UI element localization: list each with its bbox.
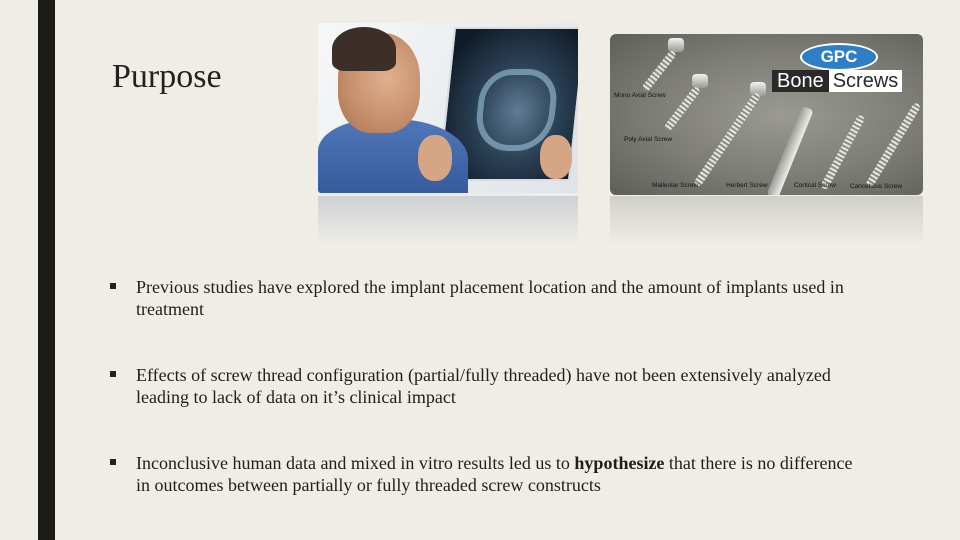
label-poly-axial: Poly Axial Screw xyxy=(624,136,673,143)
doctor-hair xyxy=(332,27,396,71)
bullet-text: Previous studies have explored the implant placement location and the amount of implants used in treatment xyxy=(136,277,844,319)
cortical-screw xyxy=(820,114,866,190)
poly-axial-screw xyxy=(664,86,702,132)
bullet-square-icon xyxy=(110,459,116,465)
doctor-hand-left xyxy=(418,135,452,181)
bullet-square-icon xyxy=(110,371,116,377)
bullet-text-bold: hypothesize xyxy=(574,453,665,473)
bullet-text-start: Inconclusive human data and mixed in vitro results led us to xyxy=(136,453,575,473)
brand-word-bone: Bone xyxy=(772,70,829,92)
brand-word-screws: Screws xyxy=(829,70,903,92)
bullet-text-end: that there is no difference in outcomes between partially or fully threaded screw constructs xyxy=(136,453,853,495)
label-herbert: Herbert Screw xyxy=(726,182,768,189)
gpc-logo: GPC xyxy=(800,43,878,71)
label-cortical: Cortical Screw xyxy=(794,182,836,189)
label-cancellous: Cancellous Screw xyxy=(850,183,903,190)
left-accent-bar xyxy=(38,0,55,540)
doctor-photo-reflection xyxy=(318,196,578,251)
doctor-xray-photo xyxy=(318,23,578,193)
doctor-hand-right xyxy=(540,135,572,179)
bullet-text xyxy=(136,452,866,496)
bullet-square-icon xyxy=(110,283,116,289)
bone-screws-photo xyxy=(610,34,923,195)
label-malleolar: Malleolar Screw xyxy=(652,182,699,189)
bone-screws-brand xyxy=(772,70,902,92)
cancellous-screw xyxy=(865,102,921,188)
screws-photo-reflection xyxy=(610,196,923,251)
label-mono-axial: Mono Axial Screw xyxy=(614,92,666,99)
malleolar-screw xyxy=(693,92,761,188)
mono-axial-screw xyxy=(641,50,677,93)
slide-title: Purpose xyxy=(112,58,222,95)
bullet-text: Effects of screw thread configuration (partial/fully threaded) have not been extensively analyzed leading to lack of data on it’s clinical impact xyxy=(136,365,831,407)
